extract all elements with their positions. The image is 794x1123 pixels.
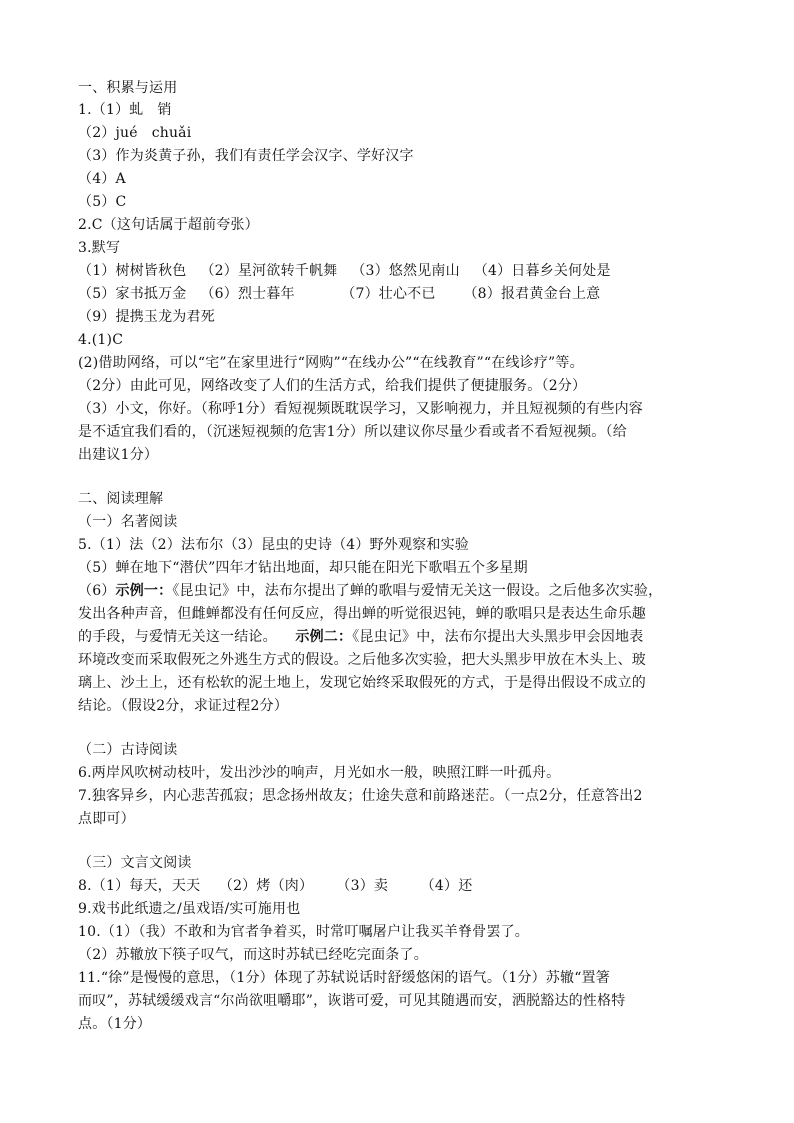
- answer-line: （1）树树皆秋色 （2）星河欲转千帆舞 （3）悠然见南山 （4）日暮乡关何处是: [78, 263, 611, 279]
- answer-line: 而叹”，苏轼缓缓戏言“尔尚欲咀嚼耶”，诙谐可爱，可见其随遇而安，洒脱豁达的性格特: [78, 993, 626, 1009]
- answer-line: （5）家书抵万金 （6）烈士暮年 （7）壮心不已 （8）报君黄金台上意: [78, 286, 601, 302]
- answer-line: 出建议1分）: [78, 447, 159, 463]
- answer-line: 4.(1)C: [78, 332, 124, 348]
- answer-line: 是不适宜我们看的，（沉迷短视频的危害1分）所以建议你尽量少看或者不看短视频。（给: [78, 424, 627, 440]
- answer-text: 《昆虫记》中，法布尔提出大头黑步甲会因地表: [352, 629, 644, 645]
- answer-line: （9）提携玉龙为君死: [78, 309, 215, 325]
- answer-line: （4）A: [78, 171, 126, 187]
- answer-line: 10.（1）（我）不敢和为官者争着买，时常叮嘱屠户让我买羊脊骨罢了。: [78, 924, 529, 940]
- subsection-title: （一）名著阅读: [78, 514, 178, 530]
- answer-line: [78, 581, 662, 601]
- answer-text: （6）: [78, 583, 116, 599]
- answer-text: 的手段，与爱情无关这一结论。: [78, 629, 296, 645]
- answer-text: 《昆虫记》中，法布尔提出了蝉的歌唱与爱情无关这一假设。之后他多次实验，: [172, 583, 663, 599]
- subsection-title: （二）古诗阅读: [78, 742, 178, 758]
- answer-line: 7.独客异乡，内心悲苦孤寂；思念扬州故友；仕途失意和前路迷茫。（一点2分，任意答出2: [78, 788, 643, 804]
- answer-line: 结论。（假设2分，求证过程2分）: [78, 698, 289, 714]
- answer-line: 9.戏书此纸遗之/虽戏语/实可施用也: [78, 901, 301, 917]
- answer-line: 3.默写: [78, 240, 121, 256]
- answer-line: 5.（1）法（2）法布尔（3）昆虫的史诗（4）野外观察和实验: [78, 537, 469, 553]
- answer-line: （2）苏辙放下筷子叹气，而这时苏轼已经吃完面条了。: [78, 947, 428, 963]
- answer-line: 2.C（这句话属于超前夸张）: [78, 217, 259, 233]
- answer-line: 1.（1）虬 销: [78, 102, 172, 118]
- answer-line: （3）小文，你好。（称呼1分）看短视频既耽误学习，又影响视力，并且短视频的有些内容: [78, 401, 644, 417]
- answer-line: 6.两岸风吹树动枝叶，发出沙沙的响声，月光如水一般，映照江畔一叶孤舟。: [78, 765, 561, 781]
- example-label: 示例二：: [295, 629, 353, 645]
- answer-line: (2)借助网络，可以“宅”在家里进行“网购”“在线办公”“在线教育”“在线诊疗”等。: [78, 355, 584, 371]
- answer-line: （5）蝉在地下“潜伏”四年才钻出地面，却只能在阳光下歌唱五个多星期: [78, 560, 528, 576]
- answer-line: 点即可）: [78, 811, 135, 827]
- subsection-title: （三）文言文阅读: [78, 855, 192, 871]
- section-title-2: 二、阅读理解: [78, 491, 164, 507]
- answer-line: 璃上、沙土上，还有松软的泥土地上，发现它始终采取假死的方式，于是得出假设不成立的: [78, 675, 646, 691]
- answer-line: （2）jué chuǎi: [78, 125, 192, 141]
- answer-line: （2分）由此可见，网络改变了人们的生活方式，给我们提供了便捷服务。（2分）: [78, 378, 587, 394]
- answer-line: 8.（1）每天，天天 （2）烤（肉） （3）卖 （4）还: [78, 878, 473, 894]
- answer-line: [78, 627, 643, 647]
- example-label: 示例一：: [115, 583, 173, 599]
- answer-line: 11.“徐”是慢慢的意思，（1分）体现了苏轼说话时舒缓悠闲的语气。（1分）苏辙“置箸: [78, 970, 610, 986]
- answer-line: 点。（1分）: [78, 1016, 152, 1032]
- answer-line: （5）C: [78, 194, 127, 210]
- answer-line: 发出各种声音，但雌蝉都没有任何反应，得出蝉的听觉很迟钝，蝉的歌唱只是表达生命乐趣: [78, 606, 646, 622]
- answer-line: （3）作为炎黄子孙，我们有责任学会汉字、学好汉字: [78, 148, 414, 164]
- section-title-1: 一、积累与运用: [78, 80, 178, 96]
- answer-line: 环境改变而采取假死之外逃生方式的假设。之后他多次实验，把大头黑步甲放在木头上、玻: [78, 652, 646, 668]
